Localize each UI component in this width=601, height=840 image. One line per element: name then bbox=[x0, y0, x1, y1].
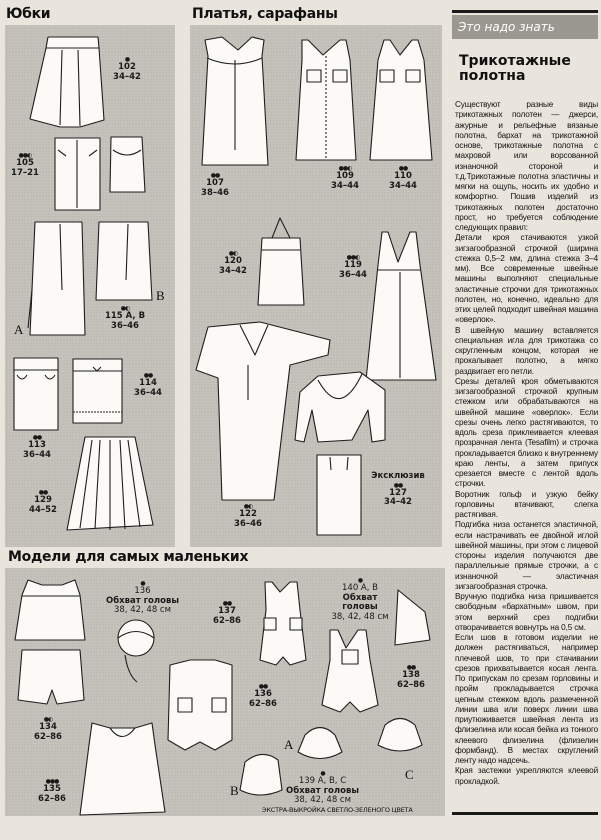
model-label-138: ●● 138 62–86 bbox=[397, 664, 425, 690]
paragraph: Края застежки укрепляются клеевой прокладкой. bbox=[455, 766, 598, 786]
variant-letter-a: A bbox=[14, 322, 24, 337]
dress-110-drawing bbox=[370, 40, 432, 160]
paragraph: Срезы деталей кроя обметываются зигзагообразной строчкой крупным стежком или обрабатываются на швейной машине «оверлок». Если срезы очень легко растягиваются, то вдоль среза приклеивается клеевая прозрачная лента (Tesafilm) и строчка прокладывается близко к внутреннему краю ленты, а затем припуск срезается вместе с лентой вдоль строчки. bbox=[455, 376, 598, 489]
model-label-139: ● 139 A, B, C Обхват головы 38, 42, 48 см bbox=[285, 770, 360, 805]
dress-109-drawing bbox=[296, 40, 356, 160]
model-label-137: ●● 137 62–86 bbox=[213, 600, 241, 626]
model-label-114: ●● 114 36–44 bbox=[134, 372, 162, 398]
model-label-115: ●◐ 115 A, B 36–46 bbox=[104, 305, 146, 331]
paragraph: В швейную машину вставляется специальная игла для трикотажа со скругленным концом, которая не прокалывает полотно, а мягко раздвигает его петли. bbox=[455, 325, 598, 376]
skirt-113-drawing bbox=[14, 358, 58, 430]
skirt-115a-drawing bbox=[28, 222, 85, 335]
model-label-119: ●●◐ 119 36–44 bbox=[339, 254, 367, 280]
hat-139b-drawing bbox=[240, 754, 282, 795]
dress-107-drawing bbox=[202, 37, 268, 165]
hat-letter-b: B bbox=[230, 783, 239, 798]
paragraph: Подгибка низа останется эластичной, если настрачивать ее двойной иглой швейной машины, при этом с лицевой стороны изделия получаются две параллельные прямые строчки, а с изнаночной — эластичная зигзагообразная строчка. bbox=[455, 520, 598, 591]
model-label-109: ●●◐ 109 34–44 bbox=[331, 165, 359, 191]
skirt-105-back-drawing bbox=[110, 137, 145, 192]
model-label-135: ●●● 135 62–86 bbox=[38, 778, 66, 804]
paragraph: Если шов в готовом изделии не должен растягиваться, например плечевой шов, то при стачивании срезов прихватывается косая лента. По припускам по срезам горловины и пройм прокладывается строчка цепным стежком вдоль размеченной линии шва или поверх линии шва приутюживается швейная лента из флизелина или косая бейка из тонкого клеевого флизелина (флизелин формбанд). В местах скруглений ленту надо надсечь. bbox=[455, 633, 598, 765]
paragraph: Воротник гольф и узкую бейку горловины втачивают, слегка растягивая. bbox=[455, 489, 598, 519]
hat-letter-a: A bbox=[284, 737, 294, 752]
bottom-rule bbox=[452, 812, 598, 815]
model-label-127: Эксклюзив ●● 127 34–42 bbox=[371, 471, 425, 507]
model-label-102: ● 102 34–42 bbox=[113, 56, 141, 82]
tunic-134-drawing bbox=[15, 580, 85, 640]
model-label-105: ●●◐ 105 17–21 bbox=[11, 152, 39, 178]
model-label-136-hat: ● 136 Обхват головы 38, 42, 48 см bbox=[105, 580, 180, 615]
paragraph: Детали кроя стачиваются узкой зигзагообразной строчкой (ширина стежка 0,5–2 мм, длина стежка 3–4 мм). Все современные швейные машины выполняют специальные эластичные строчки для трикотажных полотен, но, конечно, идеально для этих целей подходит швейная машина «оверлок». bbox=[455, 233, 598, 325]
model-label-120: ●◐ 120 34–42 bbox=[219, 250, 247, 276]
model-label-122: ●◐ 122 36–46 bbox=[234, 503, 262, 529]
banner-text: Это надо знать bbox=[458, 20, 555, 34]
paragraph: Вручную подгибка низа пришивается свободным «бархатным» швом, при этом верхний срез подгибки отворачивается вовнутрь на 0,5 см. bbox=[455, 592, 598, 632]
section-banner bbox=[452, 15, 598, 39]
article-body bbox=[455, 100, 598, 787]
model-label-129: ●● 129 44–52 bbox=[29, 489, 57, 515]
romper-136-drawing bbox=[168, 660, 232, 750]
model-label-140: ● 140 A, B Обхват головы 38, 42, 48 см bbox=[331, 577, 389, 622]
skirt-114-drawing bbox=[73, 359, 122, 423]
dress-135-drawing bbox=[80, 723, 165, 815]
model-label-113: ●● 113 36–44 bbox=[23, 434, 51, 460]
article-title: Трикотажные полотна bbox=[459, 53, 571, 84]
skirt-105-front-drawing bbox=[55, 138, 100, 210]
model-label-107: ●● 107 38–46 bbox=[201, 172, 229, 198]
skirt-115b-drawing bbox=[96, 222, 152, 300]
model-label-136: ●● 136 62–86 bbox=[249, 683, 277, 709]
section-title-babies: Модели для самых маленьких bbox=[8, 549, 249, 565]
paragraph: Существуют разные виды трикотажных полотен — джерси, ажурные и рельефные вязаные полотна, бархат на трикотажной основе, трикотажные полотна с махровой или ворсованной изнаночной стороной и т.д.Трикотажные полотна эластичны и мягки на ощупь, носить их удобно и комфортно. Пошив изделий из трикотажных полотен достаточно прост, но требуется соблюдение следующих правил: bbox=[455, 100, 598, 232]
section-title-skirts: Юбки bbox=[6, 6, 51, 22]
extra-pattern-note: ЭКСТРА-ВЫКРОЙКА СВЕТЛО-ЗЕЛЕНОГО ЦВЕТА bbox=[262, 806, 413, 814]
model-label-134: ●◐ 134 62–86 bbox=[34, 716, 62, 742]
top-rule bbox=[452, 10, 598, 13]
hat-letter-c: C bbox=[405, 767, 414, 782]
skirt-127-drawing bbox=[317, 455, 361, 535]
section-title-dresses: Платья, сарафаны bbox=[192, 6, 338, 22]
model-label-110: ●● 110 34–44 bbox=[389, 165, 417, 191]
variant-letter-b: B bbox=[156, 288, 165, 303]
